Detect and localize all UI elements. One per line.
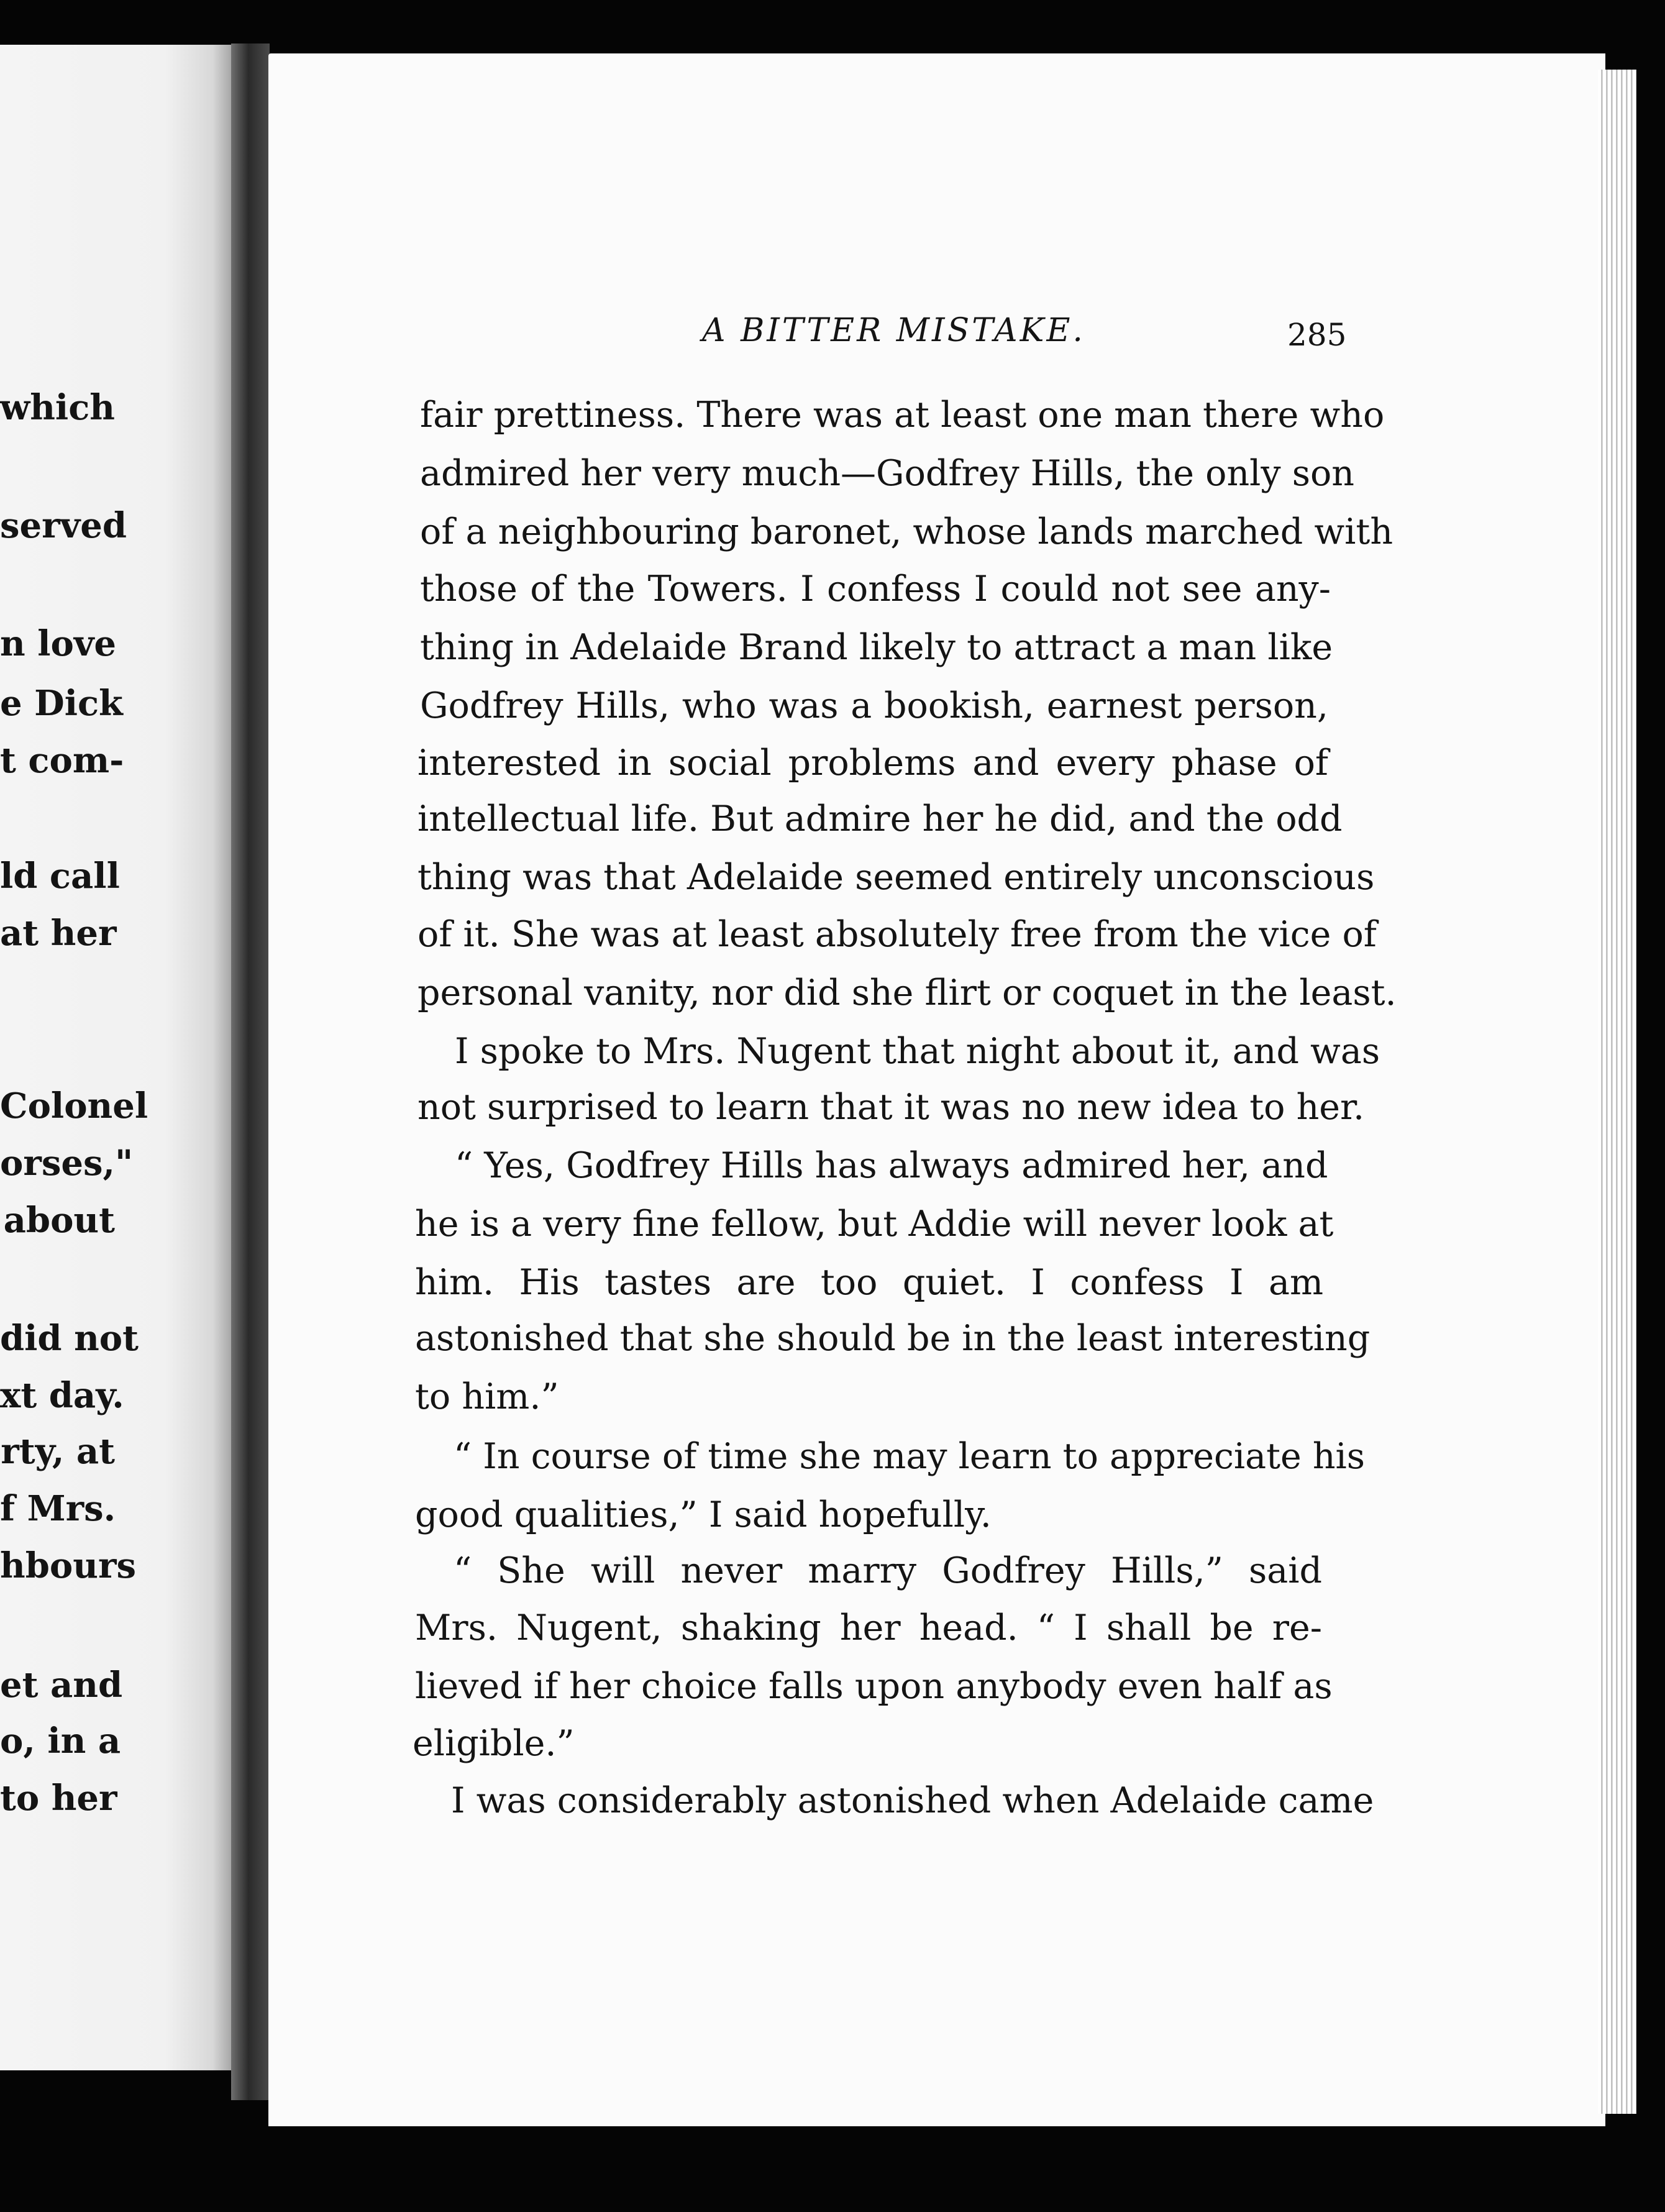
left-page-line: et and xyxy=(0,1665,123,1706)
body-line: to him.” xyxy=(415,1376,559,1417)
body-line: good qualities,” I said hopefully. xyxy=(415,1494,992,1535)
left-page-line: ld call xyxy=(0,856,120,897)
body-line: Mrs. Nugent, shaking her head. “ I shall be re- xyxy=(415,1607,1322,1648)
page-edges xyxy=(1598,70,1636,2114)
body-line: “ In course of time she may learn to appreciate his xyxy=(454,1436,1366,1477)
left-page-line: orses," xyxy=(0,1143,134,1184)
body-line: personal vanity, nor did she flirt or coquet in the least. xyxy=(417,972,1397,1013)
left-page-line: which xyxy=(0,387,116,428)
body-line: eligible.” xyxy=(413,1723,575,1764)
left-page-line: served xyxy=(0,505,127,546)
left-page-line: n love xyxy=(0,623,117,664)
body-line: intellectual life. But admire her he did, and the odd xyxy=(417,798,1343,839)
left-page-line: xt day. xyxy=(0,1375,124,1416)
body-line: “ She will never marry Godfrey Hills,” said xyxy=(454,1550,1322,1591)
body-line: thing was that Adelaide seemed entirely unconscious xyxy=(417,857,1375,898)
body-line: interested in social problems and every phase of xyxy=(417,743,1328,784)
body-line: admired her very much—Godfrey Hills, the only son xyxy=(420,453,1354,494)
running-head: A BITTER MISTAKE. xyxy=(702,312,1085,349)
left-page-line: hbours xyxy=(0,1545,136,1586)
left-page-line: f Mrs. xyxy=(0,1488,116,1529)
body-line: lieved if her choice falls upon anybody even half as xyxy=(415,1666,1333,1707)
body-line: “ Yes, Godfrey Hills has always admired her, and xyxy=(455,1145,1328,1186)
body-line: he is a very fine fellow, but Addie will never look at xyxy=(415,1204,1334,1245)
body-line: of a neighbouring baronet, whose lands marched with xyxy=(420,511,1394,552)
left-page-line: o, in a xyxy=(0,1721,121,1762)
left-page-line: to her xyxy=(0,1778,117,1819)
body-line: him. His tastes are too quiet. I confess I am xyxy=(415,1262,1323,1303)
left-page-line: at her xyxy=(0,913,117,954)
left-page-line: Colonel xyxy=(0,1085,148,1127)
left-page-line: e Dick xyxy=(0,683,123,724)
left-page-line: t com- xyxy=(0,740,124,781)
left-page-line: about xyxy=(3,1200,115,1241)
body-line: I spoke to Mrs. Nugent that night about it, and was xyxy=(455,1031,1380,1072)
left-page xyxy=(0,45,236,2070)
book-gutter xyxy=(231,43,270,2100)
body-line: astonished that she should be in the least interesting xyxy=(415,1318,1371,1359)
body-line: those of the Towers. I confess I could not see any- xyxy=(420,569,1331,610)
left-page-line: did not xyxy=(0,1318,139,1359)
page-number: 285 xyxy=(1287,317,1347,353)
left-page-line: rty, at xyxy=(1,1431,115,1472)
body-line: of it. She was at least absolutely free from the vice of xyxy=(417,914,1377,955)
body-line: I was considerably astonished when Adelaide came xyxy=(451,1780,1374,1821)
body-line: thing in Adelaide Brand likely to attract a man like xyxy=(420,627,1333,668)
body-line: fair prettiness. There was at least one man there who xyxy=(420,395,1385,436)
body-line: not surprised to learn that it was no new idea to her. xyxy=(417,1087,1365,1128)
body-line: Godfrey Hills, who was a bookish, earnest person, xyxy=(420,685,1328,726)
